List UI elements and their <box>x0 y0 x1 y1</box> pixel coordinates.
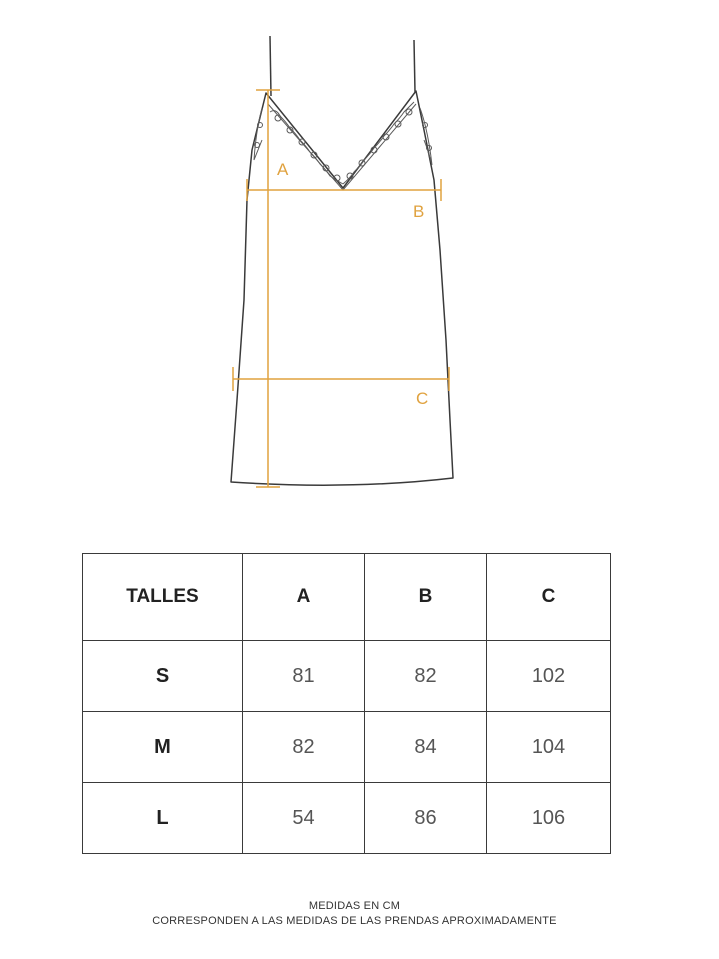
cell-c: 104 <box>487 712 611 783</box>
cell-b: 82 <box>365 641 487 712</box>
header-a: A <box>243 554 365 641</box>
table-row <box>83 712 611 783</box>
table-row <box>83 783 611 854</box>
footer-line-disclaimer: CORRESPONDEN A LAS MEDIDAS DE LAS PRENDAS APROXIMADAMENTE <box>152 915 557 927</box>
measure-a-label: A <box>277 160 289 179</box>
footer-note <box>0 899 709 929</box>
table-row <box>83 641 611 712</box>
header-talles: TALLES <box>83 554 243 641</box>
cell-b: 86 <box>365 783 487 854</box>
cell-a: 54 <box>243 783 365 854</box>
size-cell: S <box>83 641 243 712</box>
table-header-row <box>83 554 611 641</box>
header-b: B <box>365 554 487 641</box>
header-c: C <box>487 554 611 641</box>
footer-line-units: MEDIDAS EN CM <box>308 900 401 912</box>
cell-a: 82 <box>243 712 365 783</box>
measure-a-line <box>256 90 280 487</box>
cell-b: 84 <box>365 712 487 783</box>
measure-c-line <box>233 367 449 391</box>
lace-trim <box>268 102 416 190</box>
measure-b-label: B <box>413 202 425 221</box>
size-table <box>82 553 611 854</box>
size-cell: L <box>83 783 243 854</box>
cell-c: 102 <box>487 641 611 712</box>
left-strap <box>270 36 271 96</box>
measure-c-label: C <box>416 389 429 408</box>
size-cell: M <box>83 712 243 783</box>
right-strap <box>414 40 415 92</box>
cell-a: 81 <box>243 641 365 712</box>
measure-b-line <box>247 179 441 201</box>
cell-c: 106 <box>487 783 611 854</box>
garment-outline <box>231 91 453 485</box>
